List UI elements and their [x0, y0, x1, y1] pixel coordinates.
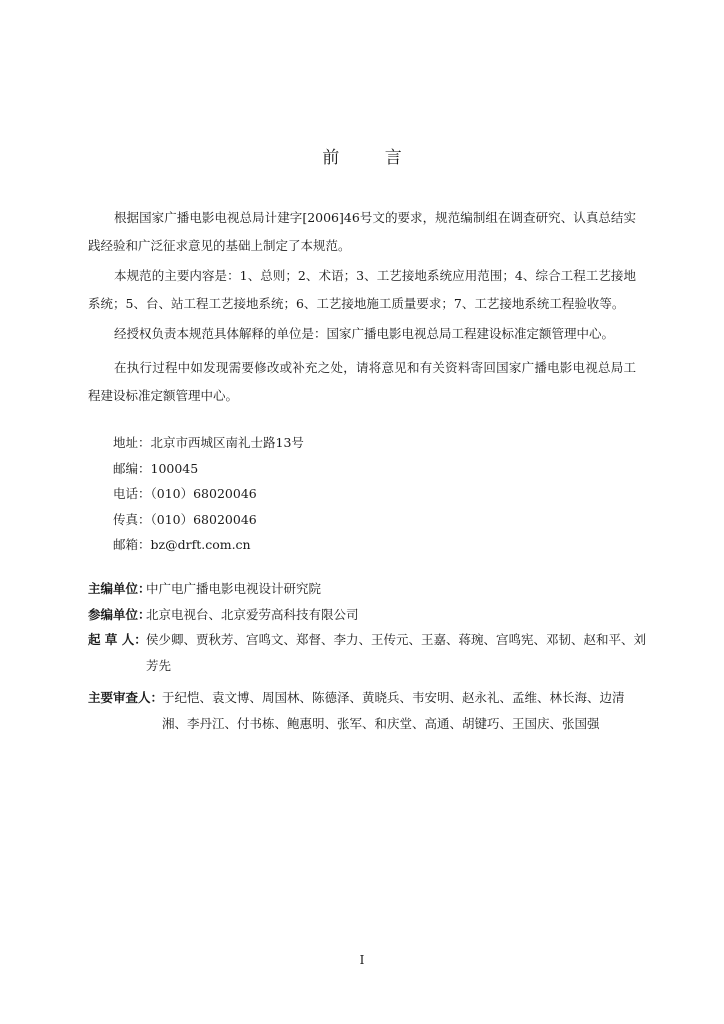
reviewers-row	[88, 685, 648, 736]
preface-paragraph-4: 在执行过程中如发现需要修改或补充之处，请将意见和有关资料寄回国家广播电影电视总局工程建设标准定额管理中心。	[88, 360, 636, 403]
page-title: 前 言	[322, 148, 422, 168]
participating-units-row	[88, 602, 648, 628]
contact-fax: 传真：（010）68020046	[113, 511, 257, 527]
chief-unit-label: 主编单位：	[88, 581, 151, 596]
contact-phone: 电话：（010）68020046	[113, 486, 257, 501]
contact-address: 地址：北京市西城区南礼士路13号	[113, 435, 304, 450]
contact-postcode: 邮编：100045	[113, 460, 199, 476]
chief-unit-row	[88, 576, 648, 602]
preface-paragraph-3: 经授权负责本规范具体解释的单位是：国家广播电影电视总局工程建设标准定额管理中心。	[114, 326, 615, 341]
page-number: I	[359, 953, 365, 967]
drafters-label: 起 草 人：	[88, 632, 147, 647]
preface-paragraph-1: 根据国家广播电影电视总局计建字[2006]46号文的要求，规范编制组在调查研究、认真总结实践经验和广泛征求意见的基础上制定了本规范。	[88, 210, 636, 253]
reviewers-value: 于纪恺、袁文博、周国林、陈德泽、黄晓兵、韦安明、赵永礼、孟维、林长海、边清湘、李丹江、付书栋、鲍惠明、张军、和庆堂、高通、胡键巧、王国庆、张国强	[162, 690, 625, 731]
participating-units-label: 参编单位：	[88, 606, 151, 622]
contact-block	[113, 430, 304, 558]
participating-units-value: 北京电视台、北京爱劳高科技有限公司	[146, 606, 359, 622]
preface-paragraph-2: 本规范的主要内容是：1、总则；2、术语；3、工艺接地系统应用范围；4、综合工程工艺接地系统；5、台、站工程工艺接地系统；6、工艺接地施工质量要求；7、工艺接地系统工程验收等。	[88, 268, 636, 311]
contact-email: 邮箱：bz@drft.com.cn	[113, 537, 251, 552]
chief-unit-value: 中广电广播电影电视设计研究院	[146, 581, 322, 596]
drafters-row	[88, 627, 648, 678]
credits-block	[88, 576, 648, 736]
reviewers-label: 主要审查人：	[88, 690, 164, 705]
drafters-value: 侯少卿、贾秋芳、宫鸣文、郑督、李力、王传元、王嘉、蒋琬、宫鸣宪、邓韧、赵和平、刘芳先	[146, 632, 647, 673]
